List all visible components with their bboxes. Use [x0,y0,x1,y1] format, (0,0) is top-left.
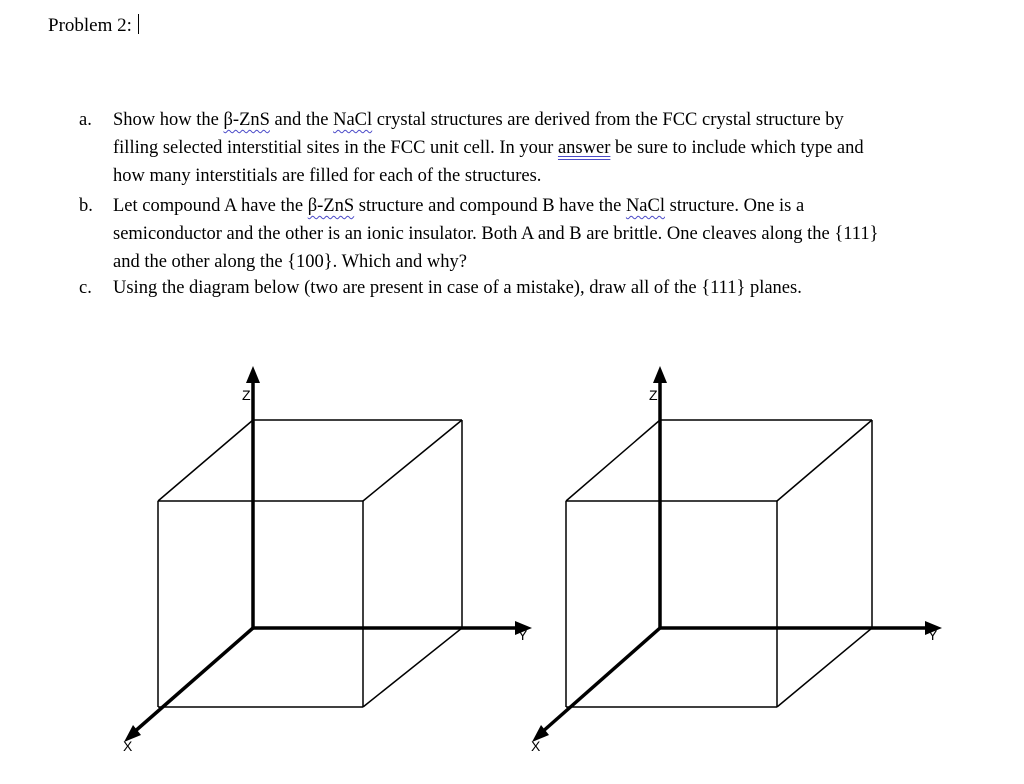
unit-cell-diagram-right [531,366,942,754]
text-run: and the [269,110,334,130]
x-axis [541,628,660,733]
z-axis-arrowhead [653,366,667,383]
text-run: semiconductor and the other is an ionic insulator. Both A and B are brittle. One cleaves along the {111} [113,224,879,244]
spellcheck-flagged-text: NaCl [625,196,665,216]
coordinate-axes [541,380,928,733]
problem-title-text: Problem 2: [48,15,132,36]
coordinate-axes [133,380,518,733]
item-marker: c. [79,278,92,298]
item-marker: b. [79,196,93,216]
text-run: be sure to include which type and [610,138,864,158]
x-axis [133,628,253,733]
spellcheck-flagged-text: NaCl [333,110,373,130]
text-run: and the other along the {100}. Which and why? [113,252,467,272]
spellcheck-flagged-text: β-ZnS [223,110,270,130]
cube-outline [158,420,462,707]
text-run: Let compound A have the [113,196,308,216]
z-axis-label: Z [242,387,251,403]
y-axis-label: Y [518,627,528,643]
unit-cell-diagram-left [123,366,532,754]
text-run: how many interstitials are filled for each of the structures. [113,166,542,186]
z-axis-label: Z [649,387,658,403]
text-run: structure. One is a [665,196,805,216]
text-run: structure and compound B have the [354,196,626,216]
y-axis-label: Y [928,627,938,643]
text-run: filling selected interstitial sites in the FCC unit cell. In your [113,138,558,158]
spellcheck-flagged-text: β-ZnS [307,196,355,216]
text-run: Using the diagram below (two are present in case of a mistake), draw all of the {111} planes. [113,278,802,298]
grammar-flagged-text: answer [557,138,611,158]
z-axis-arrowhead [246,366,260,383]
x-axis-label: X [123,738,133,754]
text-run: crystal structures are derived from the FCC crystal structure by [372,110,844,130]
text-run: Show how the [113,110,224,130]
x-axis-label: X [531,738,541,754]
item-marker: a. [79,110,92,130]
cube-outline [566,420,872,707]
